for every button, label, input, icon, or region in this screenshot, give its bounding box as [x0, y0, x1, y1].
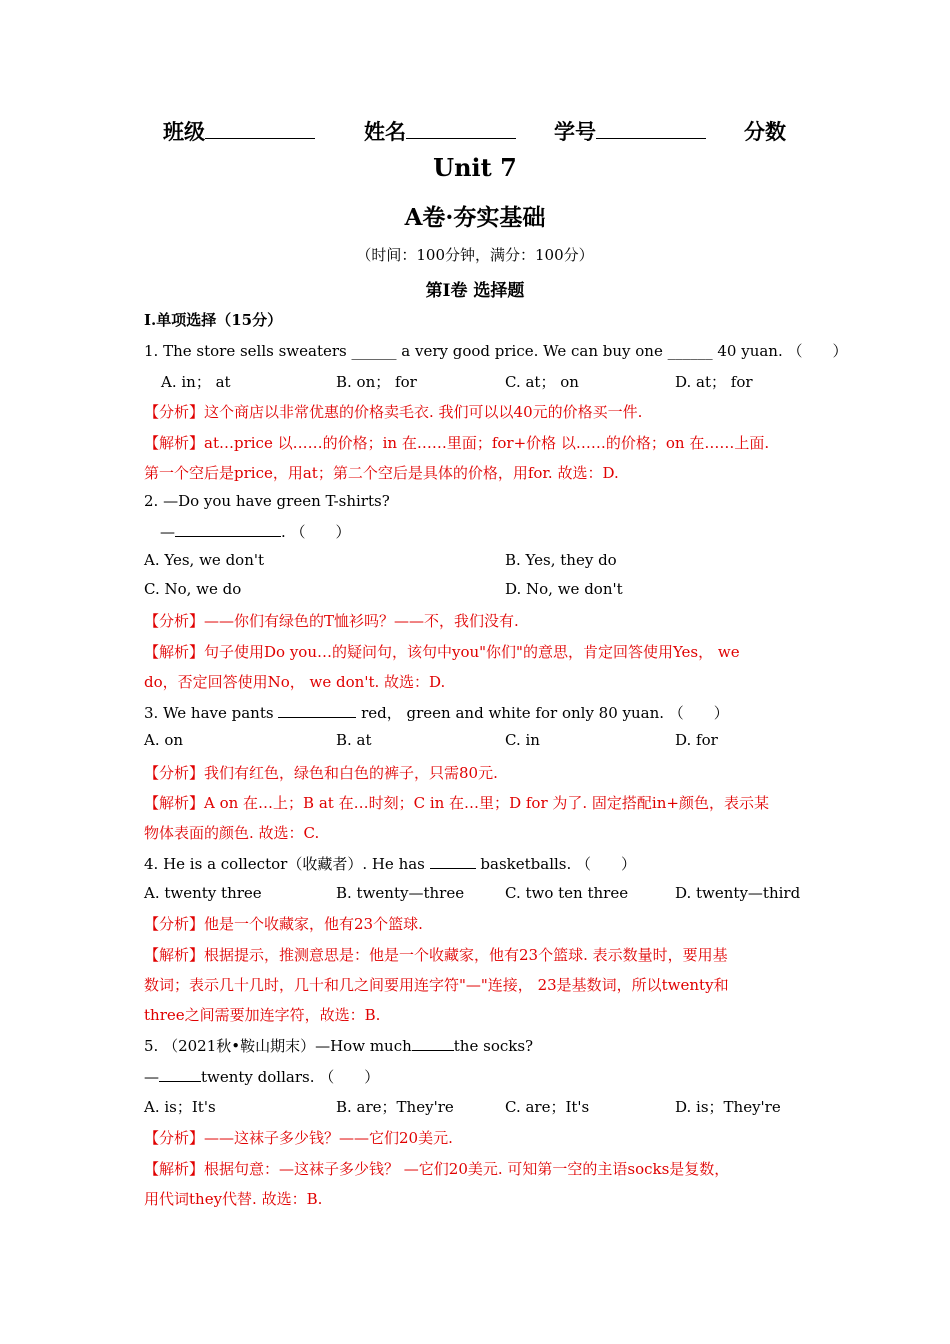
q5-analysis: 【分析】——这袜子多少钱？——它们20美元.: [144, 1129, 453, 1147]
q2-option-a[interactable]: A. Yes, we don't: [144, 551, 265, 569]
q1-option-d[interactable]: D. at； for: [675, 373, 753, 391]
student-id-blank[interactable]: [596, 118, 706, 139]
q1-explanation-line-1: 【解析】at…price 以……的价格；in 在……里面；for+价格 以……的价格；on 在……上面.: [144, 434, 770, 452]
q2-dash: —: [160, 523, 175, 541]
score-label: 分数: [744, 119, 786, 144]
q1-option-c[interactable]: C. at； on: [505, 373, 579, 391]
score-field: [744, 116, 786, 146]
q5-dash: —: [144, 1068, 159, 1086]
q3-option-d[interactable]: D. for: [675, 731, 718, 749]
q2-option-d[interactable]: D. No, we don't: [505, 580, 623, 598]
q2-analysis: 【分析】——你们有绿色的T恤衫吗？——不，我们没有.: [144, 612, 519, 630]
q5-answer-suffix: twenty dollars. （ ）: [201, 1068, 380, 1086]
question-2-stem: 2. —Do you have green T-shirts?: [144, 492, 390, 510]
q3-stem-prefix: 3. We have pants: [144, 704, 279, 722]
q5-option-b[interactable]: B. are；They're: [336, 1098, 454, 1116]
q3-stem-suffix: red， green and white for only 80 yuan. （ ）: [356, 704, 729, 722]
q2-option-c[interactable]: C. No, we do: [144, 580, 242, 598]
question-4-stem: [144, 853, 636, 874]
q1-option-a[interactable]: A. in； at: [161, 373, 231, 391]
question-1-stem: 1. The store sells sweaters ______ a very good price. We can buy one ______ 40 yuan. （ ）: [144, 342, 848, 360]
section-title: I.单项选择（15分）: [144, 311, 283, 329]
q5-explanation-line-2: 用代词they代替. 故选：B.: [144, 1190, 323, 1208]
student-id-label: 学号: [554, 119, 596, 144]
q5-stem-suffix: the socks?: [453, 1037, 534, 1055]
q5-option-d[interactable]: D. is；They're: [675, 1098, 781, 1116]
q5-blank-1[interactable]: [412, 1036, 454, 1051]
q2-explanation-line-1: 【解析】句子使用Do you…的疑问句，该句中you"你们"的意思，肯定回答使用Yes， we: [144, 643, 740, 661]
q2-explanation-line-2: do，否定回答使用No， we don't. 故选：D.: [144, 673, 446, 691]
q4-stem-prefix: 4. He is a collector（收藏者）. He has: [144, 855, 430, 873]
q5-option-c[interactable]: C. are；It's: [505, 1098, 590, 1116]
q4-stem-suffix: basketballs. （ ）: [475, 855, 637, 873]
q3-analysis: 【分析】我们有红色，绿色和白色的裤子，只需80元.: [144, 764, 498, 782]
name-label: 姓名: [364, 119, 406, 144]
q2-option-b[interactable]: B. Yes, they do: [505, 551, 617, 569]
q5-blank-2[interactable]: [159, 1067, 201, 1082]
q3-option-c[interactable]: C. in: [505, 731, 540, 749]
name-field: [364, 116, 516, 146]
q4-analysis: 【分析】他是一个收藏家，他有23个篮球.: [144, 915, 423, 933]
class-field: [163, 116, 315, 146]
page-subtitle: A卷·夯实基础: [404, 204, 546, 231]
q3-option-b[interactable]: B. at: [336, 731, 372, 749]
student-id-field: [554, 116, 706, 146]
q2-answer-blank[interactable]: [175, 522, 281, 537]
class-blank[interactable]: [205, 118, 315, 139]
part-title: 第Ⅰ卷 选择题: [425, 281, 525, 301]
q4-option-c[interactable]: C. two ten three: [505, 884, 629, 902]
q4-explanation-line-1: 【解析】根据提示，推测意思是：他是一个收藏家，他有23个篮球. 表示数量时，要用基: [144, 946, 728, 964]
class-label: 班级: [163, 119, 205, 144]
q3-option-a[interactable]: A. on: [144, 731, 184, 749]
q3-explanation-line-2: 物体表面的颜色. 故选：C.: [144, 824, 320, 842]
q4-option-a[interactable]: A. twenty three: [144, 884, 262, 902]
q1-explanation-line-2: 第一个空后是price，用at；第二个空后是具体的价格，用for. 故选：D.: [144, 464, 619, 482]
question-5-stem: [144, 1035, 533, 1056]
question-5-answer-line: [144, 1066, 379, 1087]
q1-analysis: 【分析】这个商店以非常优惠的价格卖毛衣. 我们可以以40元的价格买一件.: [144, 403, 643, 421]
q4-explanation-line-3: three之间需要加连字符，故选：B.: [144, 1006, 381, 1024]
q3-answer-blank[interactable]: [278, 703, 356, 718]
name-blank[interactable]: [406, 118, 516, 139]
q5-stem-prefix: 5. （2021秋•鞍山期末）—How much: [144, 1037, 412, 1055]
q3-explanation-line-1: 【解析】A on 在…上；B at 在…时刻；C in 在…里；D for 为了. 固定搭配in+颜色，表示某: [144, 794, 769, 812]
time-note: （时间：100分钟，满分：100分）: [356, 246, 594, 264]
q5-option-a[interactable]: A. is；It's: [144, 1098, 216, 1116]
page-title: Unit 7: [433, 153, 517, 182]
q2-answer-suffix: . （ ）: [281, 523, 351, 541]
q5-explanation-line-1: 【解析】根据句意：—这袜子多少钱？ —它们20美元. 可知第一空的主语socks是复数，: [144, 1160, 730, 1178]
question-2-answer-line: [160, 521, 351, 542]
q1-option-b[interactable]: B. on； for: [336, 373, 417, 391]
q4-explanation-line-2: 数词；表示几十几时，几十和几之间要用连字符"—"连接， 23是基数词，所以twenty和: [144, 976, 729, 994]
q4-answer-blank[interactable]: [430, 854, 476, 869]
q4-option-b[interactable]: B. twenty—three: [336, 884, 465, 902]
q4-option-d[interactable]: D. twenty—third: [675, 884, 801, 902]
question-3-stem: [144, 702, 729, 723]
